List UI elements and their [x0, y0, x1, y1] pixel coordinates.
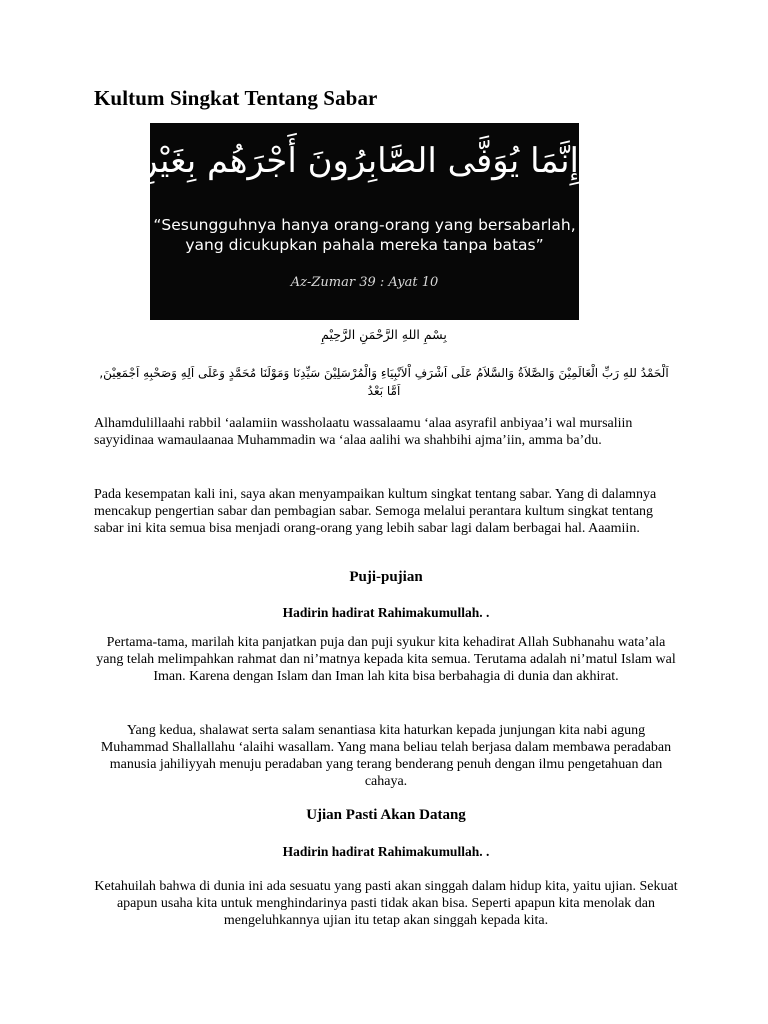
- banner-verse-reference: Az-Zumar 39 : Ayat 10: [290, 275, 439, 290]
- basmalah-text: بِسْمِ اللهِ الرَّحْمَنِ الرَّحِيْمِ: [321, 327, 447, 342]
- quran-verse-banner-image: [36, 123, 579, 320]
- section-heading-ujian: Ujian Pasti Akan Datang: [306, 807, 466, 823]
- section-paragraph: Yang kedua, shalawat serta salam senantiasa kita haturkan kepada junjungan kita nabi agung Muhammad Shallallahu ‘alaihi wasallam. Yang mana beliau telah berjasa dalam membawa peradaban manusia jahiliyyah menuju peradaban yang terang benderang penuh dengan ilmu pengetahuan dan cahaya.: [100, 723, 672, 789]
- hamdalah-text: اَلْحَمْدُ للهِ رَبِّ الْعَالَمِيْنَ وَالصَّلاَةُ وَالسَّلاَمُ عَلَى اَشْرَفِ اْلاَنْبِيَاءِ وَالْمُرْسَلِيْنَ سَيِّدِنَا وَمَوْلَنَا مُحَمَّدٍ وَعَلَى اَلِهِ وَصَحْبِهِ اَجْمَعِيْنَ, اَمَّا بَعْدُ: [99, 366, 669, 398]
- section-heading-puji-pujian: Puji-pujian: [349, 569, 423, 585]
- banner-translation-line-2: yang dicukupkan pahala mereka tanpa batas”: [185, 236, 544, 254]
- opening-paragraph: Alhamdulillaahi rabbil ‘aalamiin wassholaatu wassalaamu ‘alaa asyrafil anbiyaa’i wal mursaliin sayyidinaa wamaulaanaa Muhammadin wa ‘alaa aalihi wa shahbihi ajma’iin, amma ba’du.: [94, 416, 633, 448]
- section-salutation: Hadirin hadirat Rahimakumullah. .: [282, 844, 490, 859]
- section-salutation: Hadirin hadirat Rahimakumullah. .: [282, 605, 490, 620]
- page-title: Kultum Singkat Tentang Sabar: [94, 86, 378, 110]
- section-paragraph: Pertama-tama, marilah kita panjatkan puja dan puji syukur kita kehadirat Allah Subhanahu wata’ala yang telah melimpahkan rahmat dan ni’matnya kepada kita semua. Terutama adalah ni’matul Islam wal Iman. Karena dengan Islam dan Iman lah kita bisa berbahagia di dunia dan akhirat.: [96, 635, 676, 684]
- banner-translation: [150, 215, 579, 255]
- banner-arabic-verse: إِنَّمَا يُوَفَّى الصَّابِرُونَ أَجْرَهُم بِغَيْرِ حِسَابٍ: [36, 141, 579, 181]
- intro-paragraph: Pada kesempatan kali ini, saya akan menyampaikan kultum singkat tentang sabar. Yang di dalamnya mencakup pengertian sabar dan pembagian sabar. Semoga melalui perantara kultum singkat tentang sabar ini kita semua bisa menjadi orang-orang yang lebih sabar lagi dalam berbagai hal. Aaamiin.: [94, 487, 657, 536]
- banner-translation-line-1: “Sesungguhnya hanya orang-orang yang bersabarlah,: [153, 216, 576, 234]
- section-paragraph: Ketahuilah bahwa di dunia ini ada sesuatu yang pasti akan singgah dalam hidup kita, yaitu ujian. Sekuat apapun usaha kita untuk menghindarinya pasti tidak akan bisa. Seperti apapun kita menolak dan mengeluhkannya ujian itu tetap akan singgah kepada kita.: [94, 879, 678, 928]
